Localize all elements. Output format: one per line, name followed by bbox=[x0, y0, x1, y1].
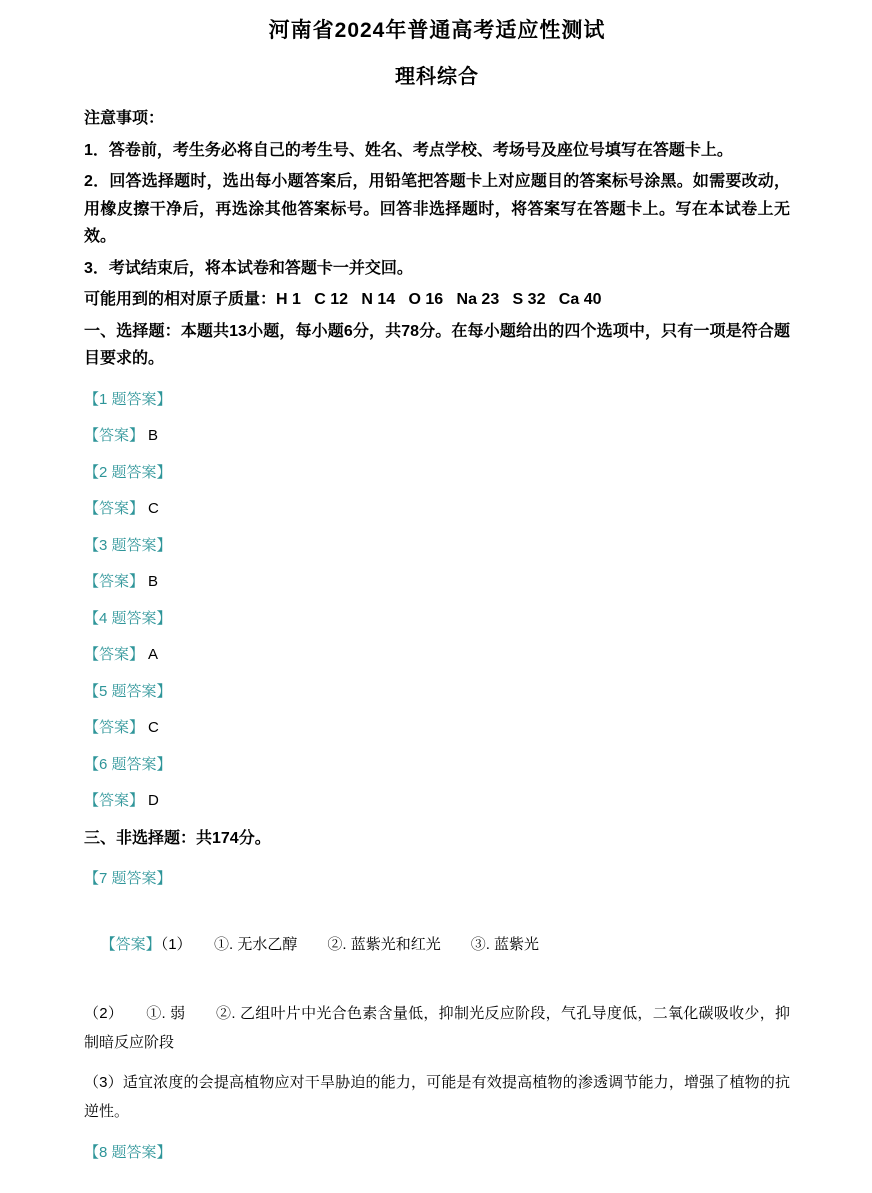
notice-item-2: 2．回答选择题时，选出每小题答案后，用铅笔把答题卡上对应题目的答案标号涂黑。如需要改动，用橡皮擦干净后，再选涂其他答案标号。回答非选择题时，将答案写在答题卡上。写在本试卷上无效。 bbox=[84, 173, 790, 246]
answer-label: 【答案】 bbox=[84, 500, 145, 518]
question-6-answer-link[interactable]: 【6 题答案】 bbox=[84, 755, 172, 773]
doc-subtitle: 理科综合 bbox=[395, 66, 479, 88]
question-7-answer-part2: （2） ①. 弱 ②. 乙组叶片中光合色素含量低，抑制光反应阶段，气孔导度低，二氧化碳吸收少，抑制暗反应阶段 bbox=[84, 1005, 790, 1051]
answer-row bbox=[84, 609, 790, 629]
question-2-answer-link[interactable]: 【2 题答案】 bbox=[84, 463, 172, 481]
question-5-answer-link[interactable]: 【5 题答案】 bbox=[84, 682, 172, 700]
notice-item-3: 3．考试结束后，将本试卷和答题卡一并交回。 bbox=[84, 259, 413, 277]
question-4-answer-link[interactable]: 【4 题答案】 bbox=[84, 609, 172, 627]
answer-value: A bbox=[148, 646, 159, 664]
question-7-answer-part1 bbox=[84, 903, 790, 989]
question-3-answer-link[interactable]: 【3 题答案】 bbox=[84, 536, 172, 554]
answer-row bbox=[84, 390, 790, 410]
answer-row bbox=[84, 536, 790, 556]
answer-label: 【答案】 bbox=[84, 719, 145, 737]
doc-title: 河南省2024年普通高考适应性测试 bbox=[268, 19, 606, 42]
answer-row bbox=[84, 499, 790, 519]
answer-row bbox=[84, 572, 790, 592]
answer-row bbox=[84, 1143, 790, 1163]
question-8-answer-link[interactable]: 【8 题答案】 bbox=[84, 1144, 172, 1162]
answer-row bbox=[84, 869, 790, 889]
answer-part1-text: （1） ①. 无水乙醇 ②. 蓝紫光和红光 ③. 蓝紫光 bbox=[160, 936, 540, 954]
answer-row bbox=[84, 645, 790, 665]
answer-value: B bbox=[148, 427, 159, 445]
section-non-choice-heading: 三、非选择题：共174分。 bbox=[84, 829, 271, 847]
answer-value: C bbox=[148, 719, 159, 737]
answer-row bbox=[84, 426, 790, 446]
answer-label: 【答案】 bbox=[84, 427, 145, 445]
answer-label: 【答案】 bbox=[100, 936, 161, 954]
answer-label: 【答案】 bbox=[84, 573, 145, 591]
question-1-answer-link[interactable]: 【1 题答案】 bbox=[84, 390, 172, 408]
notice-heading: 注意事项： bbox=[84, 110, 165, 127]
answer-row bbox=[84, 463, 790, 483]
answer-label: 【答案】 bbox=[84, 792, 145, 810]
answer-row bbox=[84, 791, 790, 811]
section-choice-heading: 一、选择题：本题共13小题，每小题6分，共78分。在每小题给出的四个选项中，只有一项是符合题目要求的。 bbox=[84, 322, 790, 368]
question-7-answer-link[interactable]: 【7 题答案】 bbox=[84, 870, 172, 888]
answer-row bbox=[84, 755, 790, 775]
atomic-mass-line: 可能用到的相对原子质量：H 1 C 12 N 14 O 16 Na 23 S 32 Ca 40 bbox=[84, 291, 602, 309]
answer-row bbox=[84, 682, 790, 702]
question-7-answer-part3: （3）适宜浓度的会提高植物应对干旱胁迫的能力，可能是有效提高植物的渗透调节能力，增强了植物的抗逆性。 bbox=[84, 1074, 790, 1120]
answer-label: 【答案】 bbox=[84, 646, 145, 664]
notice-item-1: 1．答卷前，考生务必将自己的考生号、姓名、考点学校、考场号及座位号填写在答题卡上。 bbox=[84, 141, 733, 159]
answer-value: B bbox=[148, 573, 159, 591]
answer-value: C bbox=[148, 500, 159, 518]
answer-value: D bbox=[148, 792, 159, 810]
answer-row bbox=[84, 718, 790, 738]
